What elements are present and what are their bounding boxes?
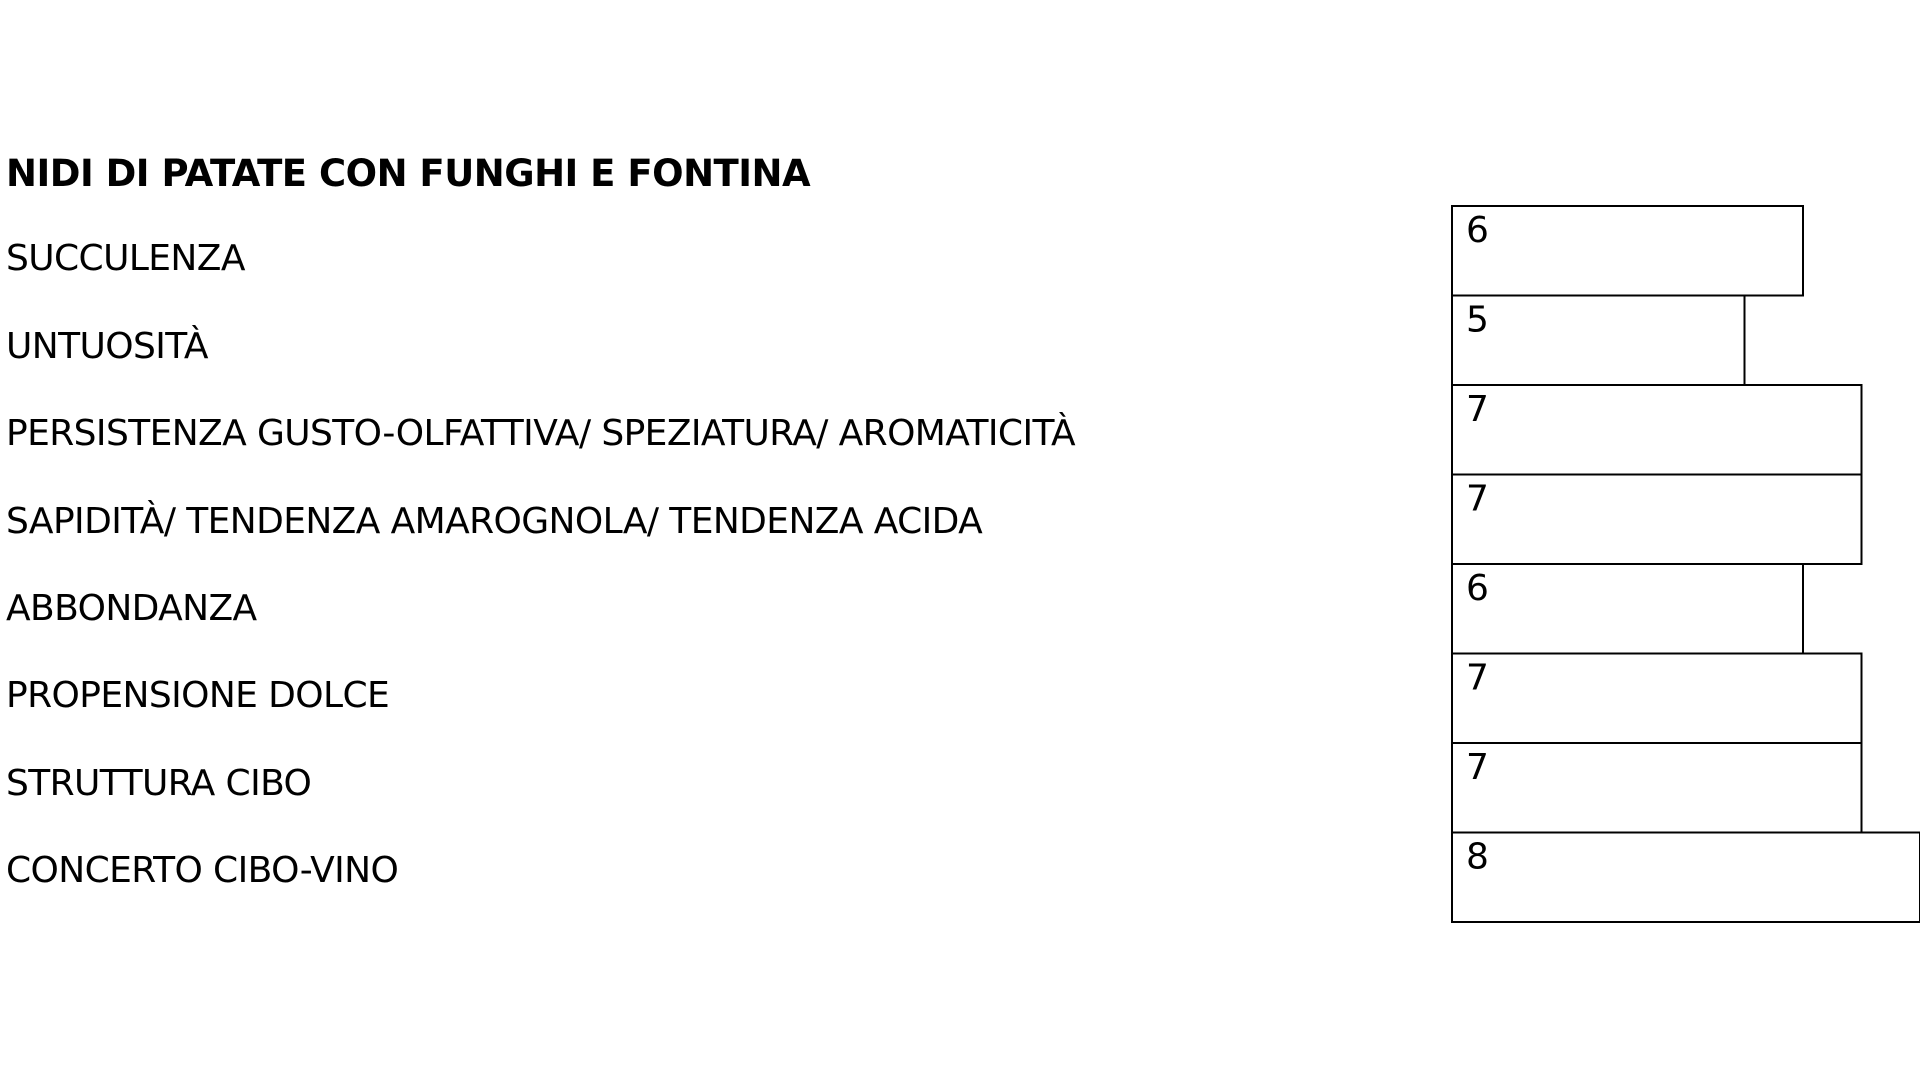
bar-2: [1452, 296, 1745, 386]
row-label-abbondanza: ABBONDANZA: [6, 588, 257, 629]
bar-value-label-1: 6: [1466, 210, 1489, 251]
bar-1: [1452, 206, 1803, 296]
row-label-persistenza: PERSISTENZA GUSTO-OLFATTIVA/ SPEZIATURA/ AROMATICITÀ: [6, 413, 1076, 454]
chart-title: NIDI DI PATATE CON FUNGHI E FONTINA: [6, 152, 811, 195]
bar-value-label-8: 8: [1466, 836, 1489, 878]
row-label-succulenza: SUCCULENZA: [6, 238, 245, 279]
bar-value-label-4: 7: [1466, 478, 1489, 520]
bar-3: [1452, 385, 1862, 475]
bar-value-label-2: 5: [1466, 299, 1489, 341]
bar-value-label-3: 7: [1466, 389, 1489, 430]
bar-5: [1452, 564, 1803, 654]
row-label-untuosita: UNTUOSITÀ: [6, 326, 208, 367]
bar-6: [1452, 654, 1862, 744]
row-label-struttura-cibo: STRUTTURA CIBO: [6, 763, 312, 804]
bar-value-label-6: 7: [1466, 657, 1489, 699]
bar-value-label-5: 6: [1466, 568, 1489, 609]
bar-8: [1452, 833, 1920, 923]
bar-value-label-7: 7: [1466, 747, 1489, 788]
row-label-propensione-dolce: PROPENSIONE DOLCE: [6, 675, 390, 716]
bar-4: [1452, 475, 1862, 565]
bar-7: [1452, 743, 1862, 833]
row-label-sapidita: SAPIDITÀ/ TENDENZA AMAROGNOLA/ TENDENZA ACIDA: [6, 501, 983, 542]
row-label-concerto-cibo-vino: CONCERTO CIBO-VINO: [6, 850, 399, 891]
